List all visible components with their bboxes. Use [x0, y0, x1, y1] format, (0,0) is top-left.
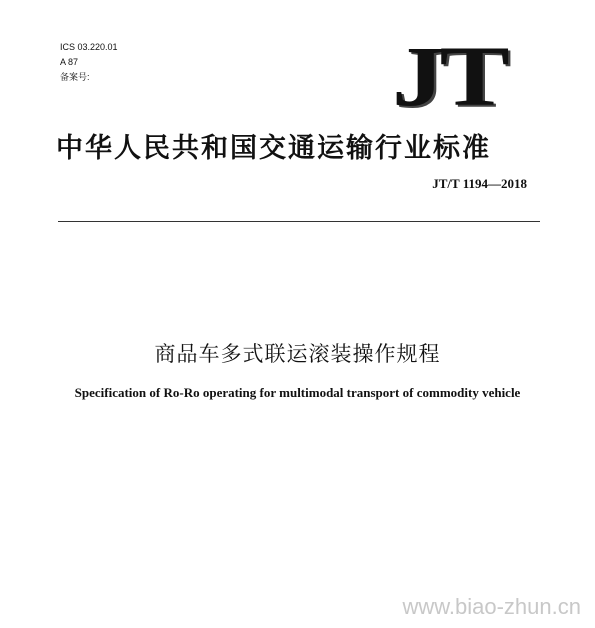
jt-logo: JT [392, 28, 505, 124]
record-number: 备案号: [60, 72, 90, 82]
standard-category-title: 中华人民共和国交通运输行业标准 [56, 133, 491, 164]
metadata-block [60, 40, 118, 85]
document-title-english: Specification of Ro-Ro operating for multimodal transport of commodity vehicle [74, 385, 521, 400]
standard-code: JT/T 1194—2018 [432, 176, 527, 191]
document-title-chinese: 商品车多式联运滚装操作规程 [154, 342, 441, 366]
ics-number: ICS 03.220.01 [60, 42, 118, 52]
ccs-number: A 87 [60, 57, 79, 67]
header-divider [58, 221, 540, 222]
watermark: www.biao-zhun.cn [402, 594, 581, 619]
